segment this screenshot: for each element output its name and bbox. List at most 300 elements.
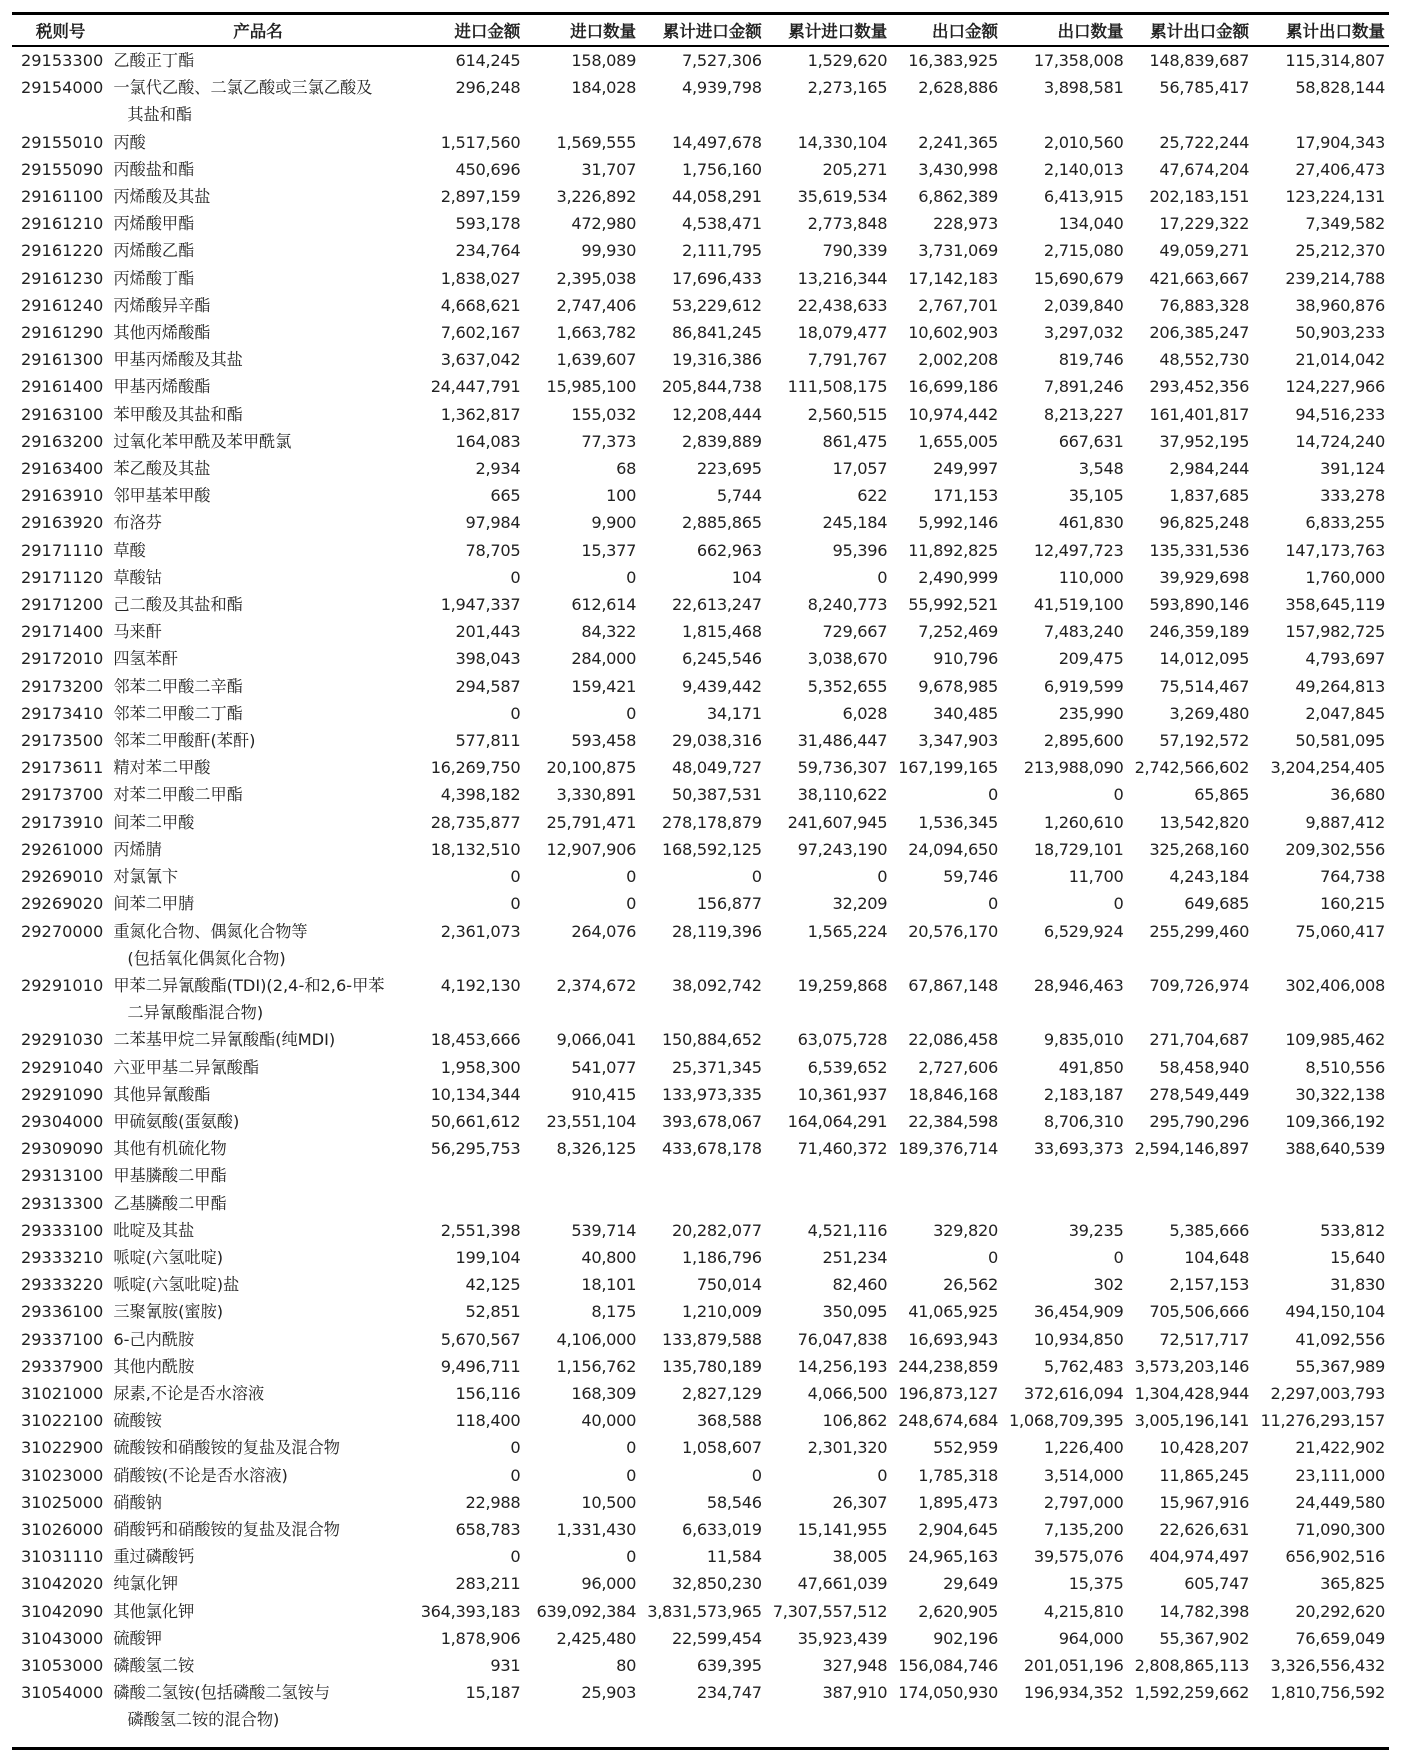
value-cell: 251,234: [822, 1247, 888, 1267]
value-cell: 278,178,879: [662, 812, 762, 832]
product-name-cell: [109, 1679, 406, 1733]
table-row: [12, 319, 1389, 346]
product-name-cell: [109, 564, 406, 591]
table-row: [12, 754, 1389, 781]
value-cell: 38,092,742: [672, 975, 762, 995]
value-cell: 168,592,125: [662, 839, 762, 859]
value-cell: 295,790,296: [1149, 1111, 1250, 1131]
value-cell: 196,934,352: [1023, 1683, 1124, 1703]
value-cell: 94,516,233: [1295, 404, 1385, 424]
value-cell: 2,010,560: [1043, 132, 1124, 152]
value-cell: 49,059,271: [1159, 241, 1250, 261]
value-cell: 255,299,460: [1149, 921, 1250, 941]
value-cell: 21,422,902: [1295, 1438, 1385, 1458]
value-cell: 76,047,838: [797, 1329, 888, 1349]
value-cell: 15,141,955: [797, 1519, 888, 1539]
column-header: 出口数量: [1002, 15, 1128, 46]
value-cell: 539,714: [571, 1220, 637, 1240]
table-row: [12, 1679, 1389, 1733]
product-name-cell: [109, 1625, 406, 1652]
table-row: [12, 1489, 1389, 1516]
value-cell: 56,295,753: [430, 1139, 521, 1159]
product-name-cell: [109, 972, 406, 1026]
value-cell: 6,028: [842, 703, 888, 723]
value-cell: 2,111,795: [682, 241, 762, 261]
value-cell: 7,252,469: [918, 622, 998, 642]
tariff-code-cell: 29333210: [20, 1247, 104, 1267]
product-name-line: 硝酸钙和硝酸铵的复盐及混合物: [113, 1519, 340, 1539]
value-cell: 3,573,203,146: [1134, 1356, 1250, 1376]
product-name-cell: [109, 346, 406, 373]
value-cell: 160,215: [1320, 894, 1385, 914]
product-name-line: 其他丙烯酸酯: [113, 323, 211, 343]
value-cell: 134,040: [1058, 214, 1124, 234]
value-cell: 622: [857, 486, 888, 506]
product-name-cell: [109, 1081, 406, 1108]
value-cell: 368,588: [696, 1411, 762, 1431]
column-header: 税则号: [12, 15, 109, 46]
value-cell: 333,278: [1320, 486, 1385, 506]
value-cell: 729,667: [822, 622, 888, 642]
product-name-cell: [109, 1380, 406, 1407]
value-cell: [640, 1162, 766, 1189]
column-header: 累计出口金额: [1128, 15, 1254, 46]
table-row: [12, 836, 1389, 863]
value-cell: 1,569,555: [556, 132, 637, 152]
value-cell: 67,867,148: [908, 975, 998, 995]
value-cell: 12,208,444: [672, 404, 762, 424]
value-cell: 17,904,343: [1295, 132, 1385, 152]
value-cell: 450,696: [455, 159, 521, 179]
value-cell: 22,438,633: [797, 295, 888, 315]
tariff-code-cell: 31043000: [20, 1628, 104, 1648]
tariff-code-cell: 31026000: [20, 1519, 104, 1539]
product-name-line: 四氢苯酐: [113, 649, 179, 669]
product-name-cell: [109, 210, 406, 237]
value-cell: 31,486,447: [797, 731, 888, 751]
value-cell: 55,367,989: [1295, 1356, 1385, 1376]
value-cell: 910,796: [933, 649, 998, 669]
value-cell: 364,393,183: [420, 1601, 521, 1621]
product-name-line: 草酸钴: [113, 567, 162, 587]
value-cell: 3,330,891: [556, 785, 637, 805]
product-name-line: 其他内酰胺: [113, 1356, 195, 1376]
value-cell: 158,089: [571, 51, 637, 70]
product-name-cell: [109, 537, 406, 564]
value-cell: 0: [626, 1547, 637, 1567]
column-header: 出口金额: [891, 15, 1002, 46]
value-cell: 49,264,813: [1295, 676, 1385, 696]
value-cell: 3,269,480: [1169, 703, 1250, 723]
column-header: 累计进口金额: [640, 15, 766, 46]
value-cell: 6,539,652: [807, 1057, 888, 1077]
value-cell: 80: [616, 1655, 637, 1675]
value-cell: 189,376,714: [898, 1139, 998, 1159]
value-cell: 11,276,293,157: [1260, 1411, 1385, 1431]
product-name-cell: [109, 1489, 406, 1516]
value-cell: 6,245,546: [682, 649, 762, 669]
value-cell: 38,005: [832, 1547, 888, 1567]
tariff-code-cell: 31023000: [20, 1465, 104, 1485]
value-cell: 14,012,095: [1159, 649, 1250, 669]
value-cell: 1,592,259,662: [1134, 1683, 1250, 1703]
value-cell: 8,510,556: [1305, 1057, 1385, 1077]
product-name-line: 丙烯酸及其盐: [113, 187, 211, 207]
value-cell: 55,992,521: [908, 595, 998, 615]
value-cell: 47,661,039: [797, 1574, 888, 1594]
value-cell: 421,663,667: [1149, 268, 1250, 288]
product-name-line: 丙烯酸乙酯: [113, 241, 195, 261]
product-name-cell: [109, 74, 406, 128]
product-name-line: 甲苯二异氰酸酯(TDI)(2,4-和2,6-甲苯: [113, 975, 385, 995]
value-cell: 157,982,725: [1285, 622, 1385, 642]
value-cell: 22,086,458: [908, 1030, 998, 1050]
value-cell: 3,514,000: [1043, 1465, 1124, 1485]
value-cell: 111,508,175: [787, 377, 888, 397]
value-cell: [1128, 1162, 1254, 1189]
value-cell: 78,705: [465, 540, 521, 560]
product-name-line: 马来酐: [113, 622, 162, 642]
table-row: [12, 1353, 1389, 1380]
value-cell: 2,490,999: [918, 567, 998, 587]
value-cell: [640, 1190, 766, 1217]
product-name-line: 丙烯酸丁酯: [113, 268, 195, 288]
value-cell: 52,851: [465, 1302, 521, 1322]
table-row: [12, 564, 1389, 591]
value-cell: 35,105: [1068, 486, 1124, 506]
product-name-line: 甲基丙烯酸及其盐: [113, 350, 243, 370]
value-cell: 2,934: [475, 459, 521, 479]
product-name-line: 甲硫氨酸(蛋氨酸): [113, 1111, 240, 1131]
value-cell: 65,865: [1194, 785, 1250, 805]
value-cell: 71,460,372: [797, 1139, 888, 1159]
tariff-code-cell: 29161240: [20, 295, 104, 315]
product-name-cell: [109, 1407, 406, 1434]
value-cell: 164,064,291: [787, 1111, 888, 1131]
table-row: [12, 618, 1389, 645]
value-cell: 1,186,796: [682, 1247, 762, 1267]
value-cell: 24,449,580: [1295, 1492, 1385, 1512]
tariff-code-cell: 31042090: [20, 1601, 104, 1621]
value-cell: 964,000: [1058, 1628, 1124, 1648]
product-name-line: 三聚氰胺(蜜胺): [113, 1302, 224, 1322]
value-cell: 206,385,247: [1149, 323, 1250, 343]
value-cell: 72,517,717: [1159, 1329, 1250, 1349]
value-cell: 790,339: [822, 241, 888, 261]
value-cell: 156,084,746: [898, 1655, 998, 1675]
tariff-code-cell: 29171200: [20, 595, 104, 615]
tariff-code-cell: 29171120: [20, 567, 104, 587]
product-name-line: 过氧化苯甲酰及苯甲酰氯: [113, 431, 292, 451]
value-cell: 4,215,810: [1043, 1601, 1124, 1621]
value-cell: 9,887,412: [1305, 812, 1385, 832]
value-cell: 1,958,300: [440, 1057, 521, 1077]
value-cell: [407, 1162, 525, 1189]
value-cell: 1,837,685: [1169, 486, 1250, 506]
value-cell: 1,895,473: [918, 1492, 998, 1512]
column-header: 累计出口数量: [1253, 15, 1389, 46]
value-cell: 0: [1113, 1247, 1124, 1267]
value-cell: 283,211: [455, 1574, 521, 1594]
value-cell: 2,002,208: [918, 350, 998, 370]
product-name-line: 甲基丙烯酸酯: [113, 377, 211, 397]
value-cell: 17,229,322: [1159, 214, 1250, 234]
table-row: [12, 1625, 1389, 1652]
value-cell: 133,879,588: [662, 1329, 762, 1349]
value-cell: 41,065,925: [908, 1302, 998, 1322]
table-row: [12, 1570, 1389, 1597]
product-name-line: 邻苯二甲酸二辛酯: [113, 676, 243, 696]
value-cell: 3,297,032: [1043, 323, 1124, 343]
tariff-code-cell: 29161230: [20, 268, 104, 288]
value-cell: 18,846,168: [908, 1084, 998, 1104]
value-cell: 15,985,100: [546, 377, 637, 397]
value-cell: 106,862: [822, 1411, 888, 1431]
value-cell: 41,519,100: [1033, 595, 1124, 615]
tariff-code-cell: 29261000: [20, 839, 104, 859]
value-cell: 1,639,607: [556, 350, 637, 370]
value-cell: 58,546: [706, 1492, 762, 1512]
value-cell: 0: [510, 1465, 521, 1485]
value-cell: 39,929,698: [1159, 567, 1250, 587]
table-row: [12, 46, 1389, 74]
product-name-line: 邻苯二甲酸二丁酯: [113, 703, 243, 723]
product-name-line: 磷酸氢二铵: [113, 1655, 195, 1675]
value-cell: 1,260,610: [1043, 812, 1124, 832]
product-name-cell: [109, 129, 406, 156]
value-cell: 2,047,845: [1305, 703, 1385, 723]
product-name-line: 丙烯腈: [113, 839, 162, 859]
product-name-continuation: 磷酸氢二铵的混合物): [127, 1710, 280, 1730]
value-cell: 2,984,244: [1169, 459, 1250, 479]
product-name-cell: [109, 1434, 406, 1461]
table-row: [12, 346, 1389, 373]
product-name-cell: [109, 700, 406, 727]
value-cell: 2,747,406: [556, 295, 637, 315]
value-cell: 100: [606, 486, 637, 506]
value-cell: 1,331,430: [556, 1519, 637, 1539]
value-cell: 164,083: [455, 431, 521, 451]
value-cell: 7,891,246: [1043, 377, 1124, 397]
value-cell: 3,326,556,432: [1270, 1655, 1385, 1675]
tariff-code-cell: 29336100: [20, 1302, 104, 1322]
table-row: [12, 183, 1389, 210]
product-name-cell: [109, 373, 406, 400]
value-cell: 358,645,119: [1285, 595, 1385, 615]
value-cell: 902,196: [933, 1628, 998, 1648]
column-header: 进口金额: [407, 15, 525, 46]
product-name-line: 邻苯二甲酸酐(苯酐): [113, 731, 256, 751]
tariff-code-cell: 29291010: [20, 975, 104, 995]
value-cell: 910,415: [571, 1084, 637, 1104]
value-cell: 1,529,620: [807, 51, 888, 70]
value-cell: 6,919,599: [1043, 676, 1124, 696]
value-cell: 593,458: [571, 731, 637, 751]
product-name-cell: [109, 781, 406, 808]
table-row: [12, 1434, 1389, 1461]
product-name-cell: [109, 455, 406, 482]
product-name-cell: [109, 1462, 406, 1489]
value-cell: [1002, 1190, 1128, 1217]
column-header: 产品名: [109, 15, 406, 46]
value-cell: 1,362,817: [440, 404, 521, 424]
value-cell: 387,910: [822, 1683, 888, 1703]
value-cell: 2,715,080: [1043, 241, 1124, 261]
product-name-line: 重过磷酸钙: [113, 1547, 195, 1567]
table-row: [12, 700, 1389, 727]
value-cell: 25,212,370: [1295, 241, 1385, 261]
product-name-cell: [109, 1026, 406, 1053]
value-cell: 4,066,500: [807, 1383, 888, 1403]
value-cell: 8,240,773: [807, 595, 888, 615]
table-row: [12, 401, 1389, 428]
value-cell: 37,952,195: [1159, 431, 1250, 451]
tariff-code-cell: 29163400: [20, 459, 104, 479]
value-cell: 491,850: [1058, 1057, 1124, 1077]
value-cell: 1,878,906: [440, 1628, 521, 1648]
product-name-cell: [109, 1543, 406, 1570]
value-cell: 2,767,701: [918, 295, 998, 315]
table-row: [12, 1244, 1389, 1271]
value-cell: 6,529,924: [1043, 921, 1124, 941]
product-name-cell: [109, 1108, 406, 1135]
value-cell: 28,735,877: [430, 812, 521, 832]
value-cell: 2,839,889: [682, 431, 762, 451]
value-cell: 15,640: [1330, 1247, 1385, 1267]
value-cell: 0: [877, 867, 888, 887]
value-cell: 205,844,738: [662, 377, 762, 397]
product-name-line: 邻甲基苯甲酸: [113, 486, 211, 506]
tariff-code-cell: 29309090: [20, 1139, 104, 1159]
value-cell: 76,883,328: [1159, 295, 1250, 315]
value-cell: 50,581,095: [1295, 731, 1385, 751]
value-cell: 3,226,892: [556, 187, 637, 207]
value-cell: 39,575,076: [1033, 1547, 1124, 1567]
value-cell: 5,670,567: [440, 1329, 521, 1349]
value-cell: 2,808,865,113: [1134, 1655, 1250, 1675]
tariff-code-cell: 29173700: [20, 785, 104, 805]
value-cell: 2,157,153: [1169, 1275, 1250, 1295]
product-name-line: 间苯二甲腈: [113, 894, 195, 914]
product-name-cell: [109, 1353, 406, 1380]
value-cell: 2,395,038: [556, 268, 637, 288]
value-cell: 26,562: [943, 1275, 998, 1295]
tariff-code-cell: 31054000: [20, 1683, 104, 1703]
value-cell: 398,043: [455, 649, 521, 669]
value-cell: 2,797,000: [1043, 1492, 1124, 1512]
value-cell: 7,307,557,512: [772, 1601, 888, 1621]
value-cell: 241,607,945: [787, 812, 888, 832]
value-cell: 155,032: [571, 404, 637, 424]
table-row: [12, 74, 1389, 128]
value-cell: 36,454,909: [1033, 1302, 1124, 1322]
value-cell: 4,939,798: [682, 78, 762, 98]
value-cell: 0: [510, 703, 521, 723]
value-cell: 1,760,000: [1305, 567, 1385, 587]
value-cell: 0: [751, 1465, 762, 1485]
table-row: [12, 265, 1389, 292]
value-cell: 0: [1113, 894, 1124, 914]
value-cell: 2,904,645: [918, 1519, 998, 1539]
value-cell: 0: [626, 894, 637, 914]
value-cell: 15,375: [1068, 1574, 1124, 1594]
value-cell: 20,292,620: [1295, 1601, 1385, 1621]
value-cell: 552,959: [933, 1438, 998, 1458]
value-cell: 15,377: [581, 540, 637, 560]
value-cell: 639,395: [696, 1655, 762, 1675]
value-cell: 2,551,398: [440, 1220, 521, 1240]
product-name-line: 丙酸: [113, 132, 146, 152]
value-cell: 4,192,130: [440, 975, 521, 995]
value-cell: 296,248: [455, 78, 521, 98]
product-name-cell: [109, 1244, 406, 1271]
value-cell: 50,661,612: [430, 1111, 521, 1131]
product-name-line: 丙烯酸甲酯: [113, 214, 195, 234]
value-cell: 0: [877, 1465, 888, 1485]
product-name-cell: [109, 1271, 406, 1298]
table-row: [12, 1190, 1389, 1217]
tariff-code-cell: 29161220: [20, 241, 104, 261]
value-cell: 32,209: [832, 894, 888, 914]
table-row: [12, 537, 1389, 564]
value-cell: 23,111,000: [1295, 1465, 1385, 1485]
value-cell: 1,517,560: [440, 132, 521, 152]
value-cell: 2,742,566,602: [1134, 758, 1250, 778]
product-name-line: 一氯代乙酸、二氯乙酸或三氯乙酸及: [113, 78, 373, 98]
value-cell: [766, 1162, 892, 1189]
value-cell: 10,934,850: [1033, 1329, 1124, 1349]
value-cell: [524, 1162, 640, 1189]
header-row: [12, 15, 1389, 46]
value-cell: 234,747: [696, 1683, 762, 1703]
value-cell: 593,890,146: [1149, 595, 1250, 615]
value-cell: 0: [751, 867, 762, 887]
value-cell: 40,000: [581, 1411, 637, 1431]
tariff-code-cell: 29154000: [20, 78, 104, 98]
value-cell: 6,413,915: [1043, 187, 1124, 207]
value-cell: 302: [1093, 1275, 1124, 1295]
value-cell: 8,213,227: [1043, 404, 1124, 424]
value-cell: 14,330,104: [797, 132, 888, 152]
value-cell: 2,620,905: [918, 1601, 998, 1621]
table-row: [12, 1516, 1389, 1543]
value-cell: 249,997: [933, 459, 998, 479]
value-cell: 58,458,940: [1159, 1057, 1250, 1077]
value-cell: 28,119,396: [672, 921, 762, 941]
product-name-cell: [109, 237, 406, 264]
tariff-code-cell: 31022100: [20, 1411, 104, 1431]
value-cell: 201,443: [455, 622, 521, 642]
value-cell: 53,229,612: [672, 295, 762, 315]
tariff-code-cell: 29161300: [20, 350, 104, 370]
value-cell: 22,988: [465, 1492, 521, 1512]
tariff-code-cell: 29161100: [20, 187, 104, 207]
value-cell: 124,227,966: [1285, 377, 1385, 397]
tariff-code-cell: 29304000: [20, 1111, 104, 1131]
product-name-line: 甲基膦酸二甲酯: [113, 1166, 227, 1186]
value-cell: 1,838,027: [440, 268, 521, 288]
value-cell: 9,835,010: [1043, 1030, 1124, 1050]
value-cell: 5,762,483: [1043, 1356, 1124, 1376]
value-cell: 104: [731, 567, 762, 587]
value-cell: 3,831,573,965: [647, 1601, 762, 1621]
value-cell: [891, 1190, 1002, 1217]
value-cell: 1,304,428,944: [1134, 1383, 1250, 1403]
product-name-cell: [109, 645, 406, 672]
column-header: 累计进口数量: [766, 15, 892, 46]
tariff-code-cell: 29153300: [20, 51, 104, 70]
product-name-line: 布洛芬: [113, 513, 162, 533]
